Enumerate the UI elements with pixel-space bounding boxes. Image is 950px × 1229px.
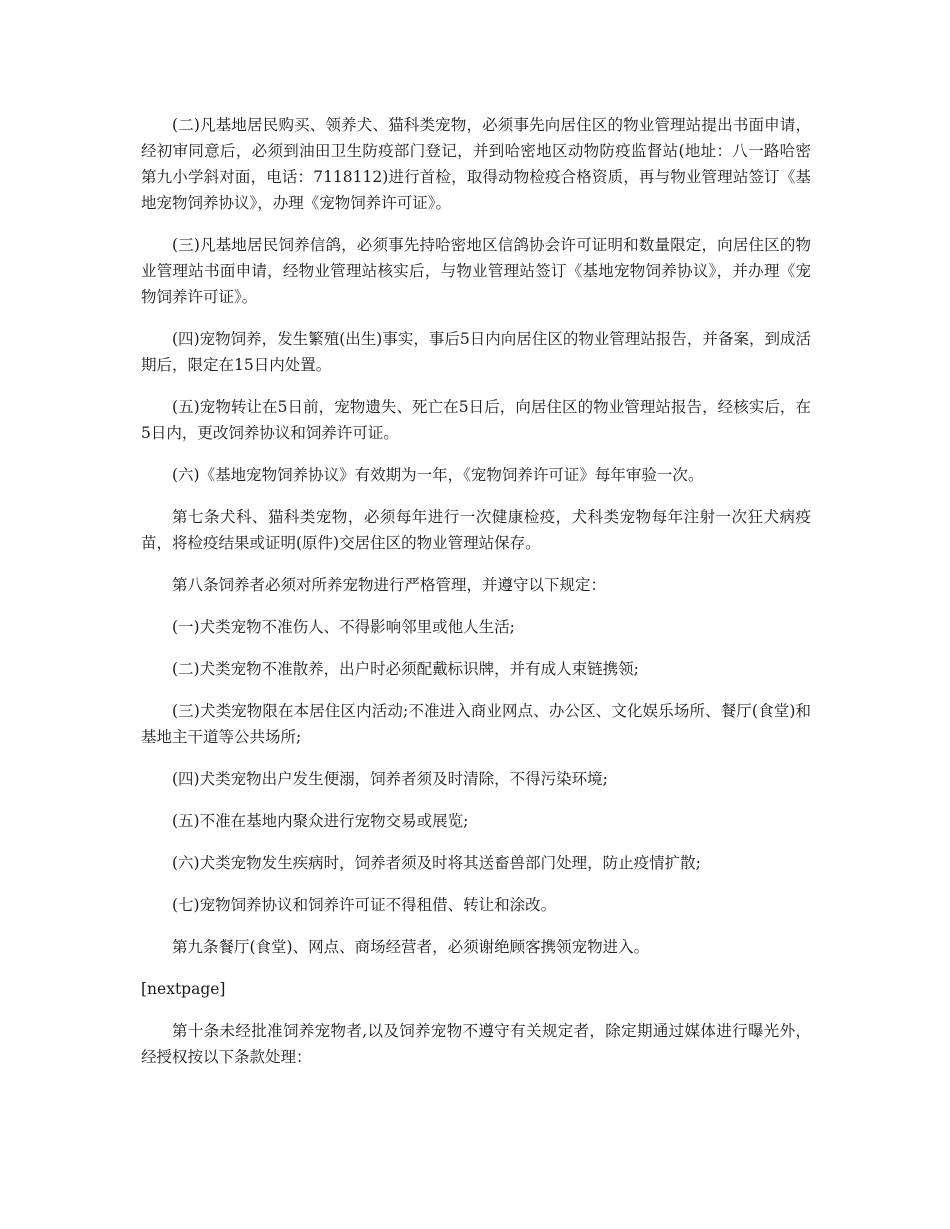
- document-body: [141, 112, 811, 1086]
- paragraph-rule-5: (五)不准在基地内聚众进行宠物交易或展览;: [172, 812, 469, 830]
- paragraph-article-10: 第十条未经批准饲养宠物者,以及饲养宠物不遵守有关规定者，除定期通过媒体进行曝光外，经授权按以下条款处理：: [141, 1022, 811, 1066]
- paragraph-clause-6: (六)《基地宠物饲养协议》有效期为一年，《宠物饲养许可证》每年审验一次。: [172, 466, 704, 484]
- paragraph-rule-2: (二)犬类宠物不准散养，出户时必须配戴标识牌，并有成人束链携领;: [172, 660, 639, 678]
- paragraph-article-9: 第九条餐厅(食堂)、网点、商场经营者，必须谢绝顾客携领宠物进入。: [172, 938, 650, 956]
- paragraph-clause-2: (二)凡基地居民购买、领养犬、猫科类宠物，必须事先向居住区的物业管理站提出书面申请，经初审同意后，必须到油田卫生防疫部门登记，并到哈密地区动物防疫监督站(地址：八一路哈密第九小学斜对面，电话：7118112)进行首检，取得动物检疫合格资质，再与物业管理站签订《基地宠物饲养协议》，办理《宠物饲养许可证》。: [141, 116, 811, 212]
- paragraph-clause-4: (四)宠物饲养，发生繁殖(出生)事实，事后5日内向居住区的物业管理站报告，并备案，到成活期后，限定在15日内处置。: [141, 330, 811, 374]
- paragraph-rule-3: (三)犬类宠物限在本居住区内活动;不准进入商业网点、办公区、文化娱乐场所、餐厅(食堂)和基地主干道等公共场所;: [141, 702, 811, 746]
- paragraph-rule-1: (一)犬类宠物不准伤人、不得影响邻里或他人生活;: [172, 618, 515, 636]
- paragraph-rule-6: (六)犬类宠物发生疾病时，饲养者须及时将其送畜兽部门处理，防止疫情扩散;: [172, 854, 701, 872]
- paragraph-clause-3: (三)凡基地居民饲养信鸽，必须事先持哈密地区信鸽协会许可证明和数量限定，向居住区的物业管理站书面申请，经物业管理站核实后，与物业管理站签订《基地宠物饲养协议》，并办理《宠物饲养许可证》。: [141, 236, 811, 306]
- paragraph-article-7: 第七条犬科、猫科类宠物，必须每年进行一次健康检疫，犬科类宠物每年注射一次狂犬病疫苗，将检疫结果或证明(原件)交居住区的物业管理站保存。: [141, 508, 811, 552]
- page-break-marker: [nextpage]: [141, 980, 226, 998]
- paragraph-rule-7: (七)宠物饲养协议和饲养许可证不得租借、转让和涂改。: [172, 896, 557, 914]
- paragraph-article-8: 第八条饲养者必须对所养宠物进行严格管理，并遵守以下规定：: [172, 576, 607, 594]
- paragraph-clause-5: (五)宠物转让在5日前，宠物遗失、死亡在5日后，向居住区的物业管理站报告，经核实后，在5日内，更改饲养协议和饲养许可证。: [141, 398, 811, 442]
- paragraph-rule-4: (四)犬类宠物出户发生便溺，饲养者须及时清除，不得污染环境;: [172, 770, 608, 788]
